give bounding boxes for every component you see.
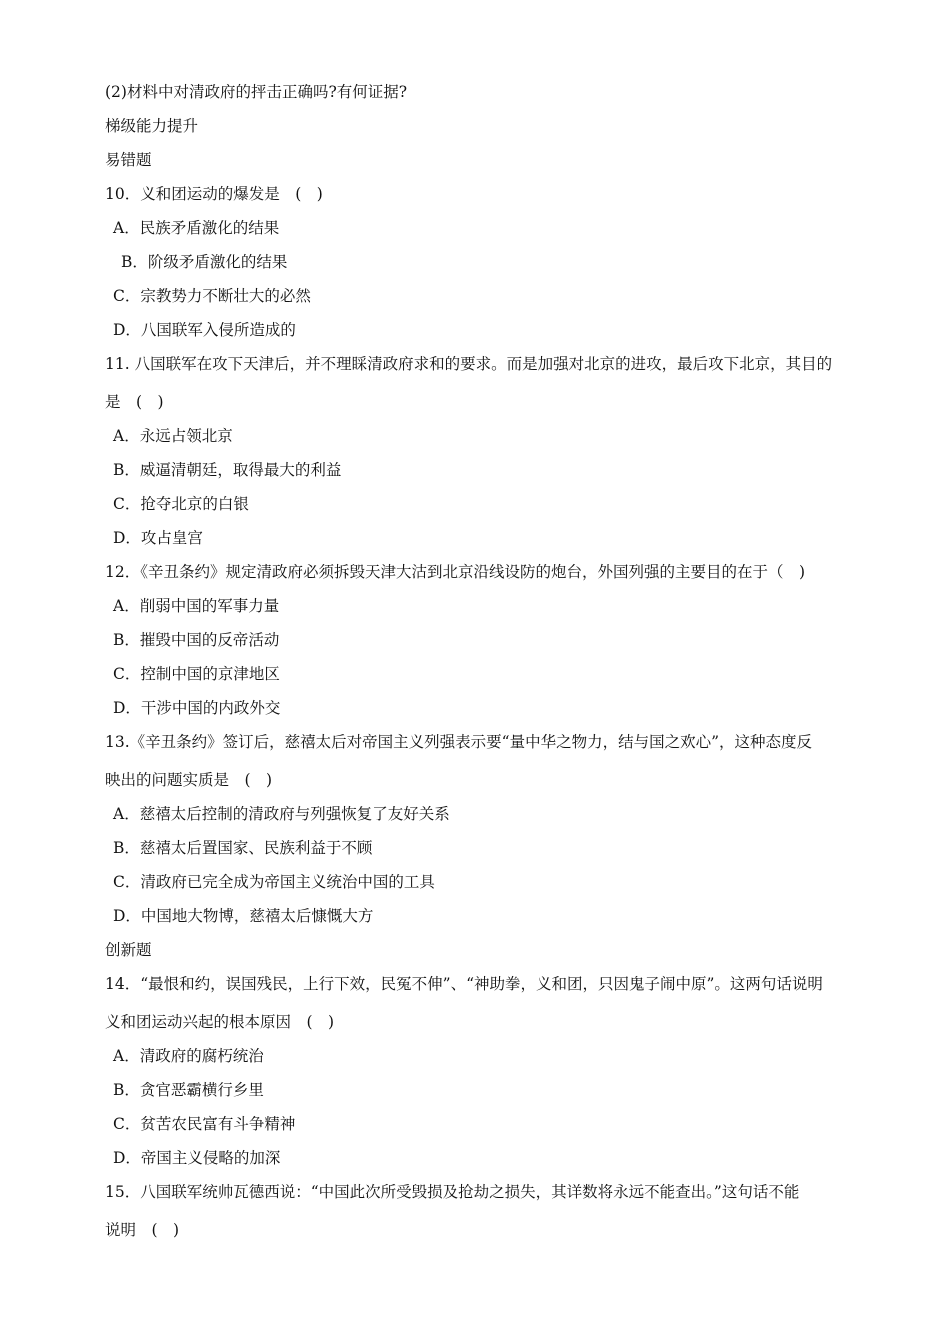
question-13-line-2: 映出的问题实质是 ( ) [105, 771, 273, 789]
question-11-option-d: D．攻占皇宫 [113, 529, 203, 547]
question-10-option-b: B．阶级矛盾激化的结果 [121, 253, 288, 271]
question-15-line-1: 15．八国联军统帅瓦德西说：“中国此次所受毁损及抢劫之损失，其详数将永远不能查出。”这句话不能 [105, 1183, 800, 1201]
question-10-option-c: C．宗教势力不断壮大的必然 [113, 287, 311, 305]
question-13-line-1: 13.《辛丑条约》签订后，慈禧太后对帝国主义列强表示要“量中华之物力，结与国之欢心”，这种态度反 [105, 733, 813, 751]
question-12: 12．《辛丑条约》规定清政府必须拆毁天津大沽到北京沿线设防的炮台，外国列强的主要目的在于（ ) [105, 563, 806, 581]
question-12-option-c: C．控制中国的京津地区 [113, 665, 280, 683]
question-13-option-d: D．中国地大物博，慈禧太后慷慨大方 [113, 907, 374, 925]
question-12-option-b: B．摧毁中国的反帝活动 [113, 631, 280, 649]
question-11-option-b: B．威逼清朝廷，取得最大的利益 [113, 461, 342, 479]
question-10-option-d: D．八国联军入侵所造成的 [113, 321, 296, 339]
section-heading-ladder: 梯级能力提升 [105, 117, 199, 135]
section-heading-innovative: 创新题 [105, 941, 152, 959]
question-11-line-1: 11. 八国联军在攻下天津后，并不理睬清政府求和的要求。而是加强对北京的进攻，最后攻下北京，其目的 [105, 355, 833, 373]
question-13-option-a: A．慈禧太后控制的清政府与列强恢复了友好关系 [113, 805, 450, 823]
question-14-option-c: C．贫苦农民富有斗争精神 [113, 1115, 296, 1133]
question-14-line-2: 义和团运动兴起的根本原因 ( ) [105, 1013, 335, 1031]
question-14-option-d: D．帝国主义侵略的加深 [113, 1149, 281, 1167]
question-11-option-a: A．永远占领北京 [113, 427, 233, 445]
question-13-option-b: B．慈禧太后置国家、民族利益于不顾 [113, 839, 373, 857]
question-15-line-2: 说明 ( ) [105, 1221, 180, 1239]
question-12-option-d: D．干涉中国的内政外交 [113, 699, 281, 717]
question-11-line-2: 是 ( ) [105, 393, 164, 411]
question-9-part-2: (2)材料中对清政府的抨击正确吗?有何证据? [105, 83, 408, 101]
question-14-option-b: B．贪官恶霸横行乡里 [113, 1081, 264, 1099]
question-12-option-a: A．削弱中国的军事力量 [113, 597, 280, 615]
question-13-option-c: C．清政府已完全成为帝国主义统治中国的工具 [113, 873, 435, 891]
question-14-line-1: 14．“最恨和约，误国残民，上行下效，民冤不伸”、“神助拳，义和团，只因鬼子闹中原”。这两句话说明 [105, 975, 823, 993]
question-14-option-a: A．清政府的腐朽统治 [113, 1047, 264, 1065]
question-11-option-c: C．抢夺北京的白银 [113, 495, 249, 513]
question-10: 10．义和团运动的爆发是 ( ) [105, 185, 323, 203]
section-heading-error-prone: 易错题 [105, 151, 152, 169]
question-10-option-a: A．民族矛盾激化的结果 [113, 219, 280, 237]
